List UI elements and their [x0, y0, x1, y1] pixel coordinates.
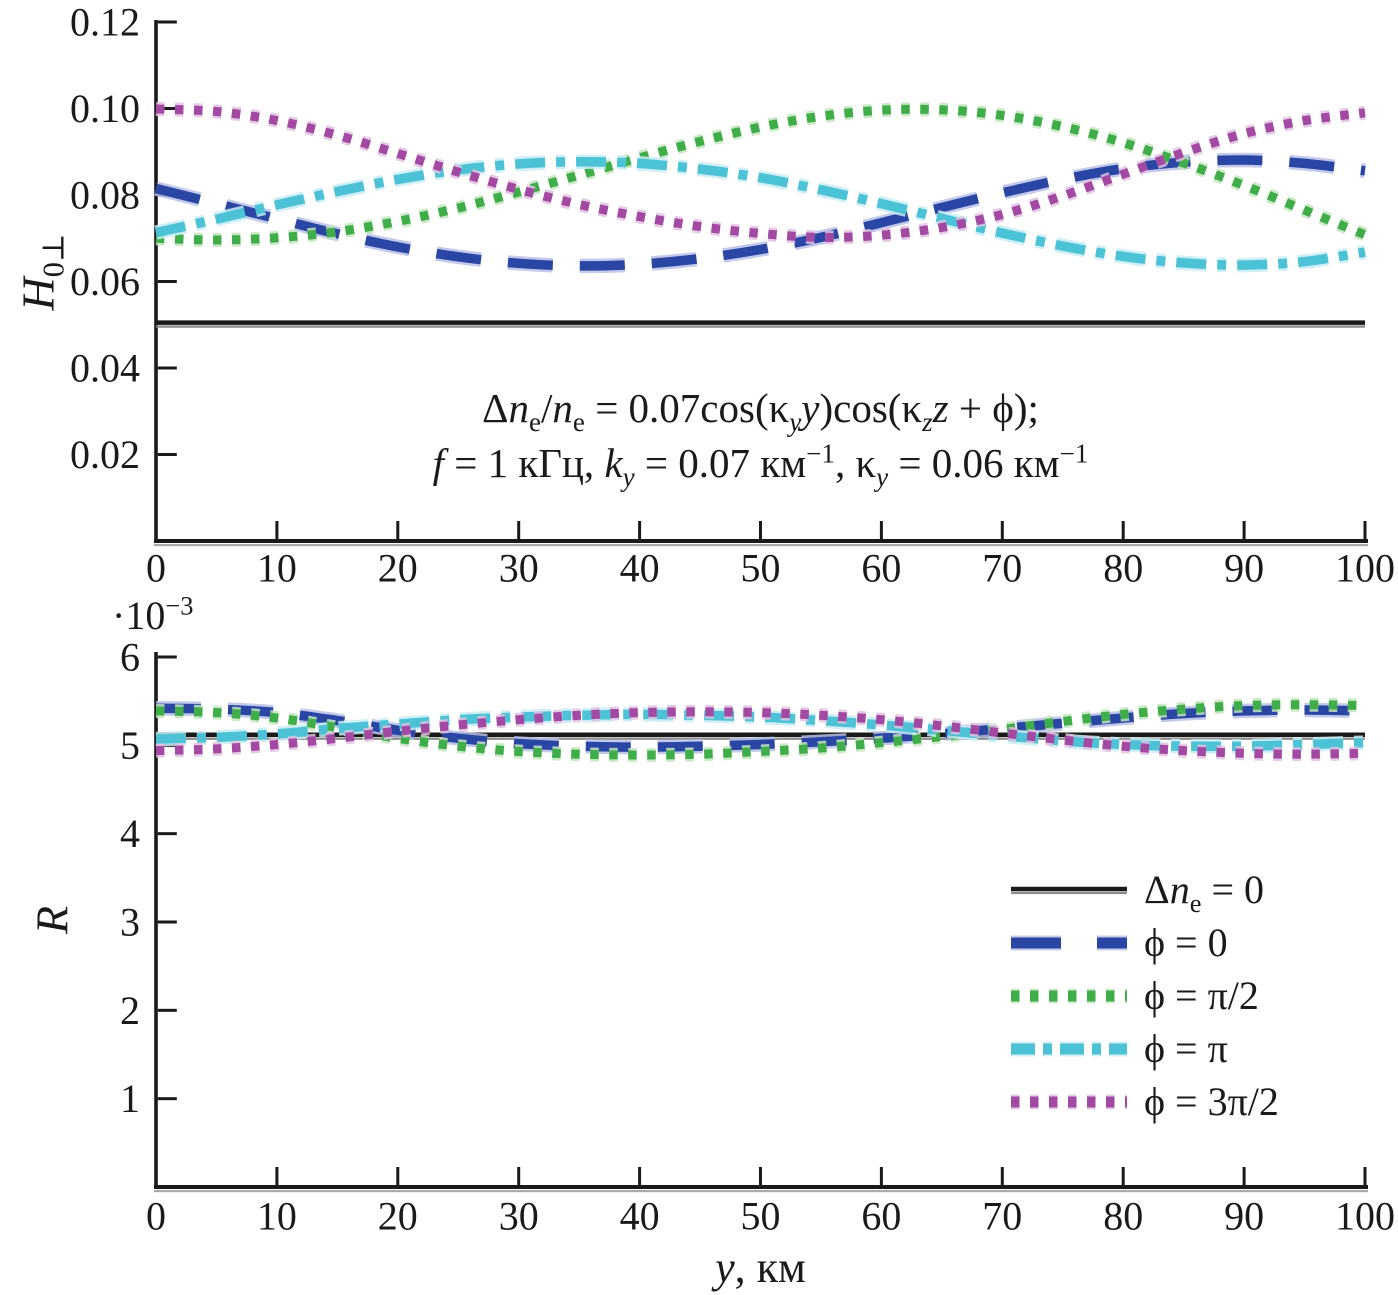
y-tick-label: 0.12 [70, 0, 140, 45]
x-tick [1122, 1167, 1125, 1185]
top-panel-ylabel: $H_{0\perp}$ [12, 233, 71, 311]
legend-item-phi_pi2 [1010, 969, 1279, 1022]
x-tick [759, 521, 762, 539]
legend-line-sample [1010, 1039, 1128, 1059]
x-tick [1001, 521, 1004, 539]
series-dn0 [156, 323, 1365, 327]
y-tick-label: 0.06 [70, 259, 140, 304]
y-tick [158, 656, 177, 659]
x-tick-label: 20 [377, 545, 418, 591]
y-tick-label: 0.04 [70, 345, 140, 391]
y-tick-label: 1 [120, 1076, 140, 1122]
x-tick-label: 100 [1335, 1193, 1395, 1239]
x-tick-label: 20 [377, 1193, 418, 1239]
x-ticks [146, 521, 1395, 591]
x-tick [275, 1167, 278, 1185]
legend-line-sample [1010, 880, 1128, 900]
x-tick [517, 521, 520, 539]
x-tick [396, 521, 399, 539]
x-tick [880, 521, 883, 539]
y-tick-label: 0.08 [70, 172, 140, 218]
legend-line-sample [1010, 986, 1128, 1006]
y-tick-label: 0.10 [70, 86, 140, 131]
y-tick [158, 1009, 177, 1012]
x-tick [517, 1167, 520, 1185]
x-tick [1364, 1167, 1367, 1185]
y-tick [158, 367, 177, 370]
annotation-line-1: $\Delta n_e/n_e = 0.07\cos(\kappa_yy)\cos(\kappa_zz + \phi)$; [482, 385, 1039, 438]
x-tick-label: 70 [982, 545, 1023, 591]
x-tick [1243, 1167, 1246, 1185]
x-tick-label: 80 [1103, 1193, 1144, 1239]
x-tick [759, 1167, 762, 1185]
legend-label: ϕ = π [1144, 1026, 1228, 1071]
x-tick [638, 1167, 641, 1185]
legend-item-phi_3pi2 [1010, 1075, 1279, 1128]
x-tick-label: 0 [146, 1193, 166, 1239]
y-tick-label: 4 [120, 811, 140, 857]
x-tick [1122, 521, 1125, 539]
panel-top [70, 0, 1395, 591]
legend-line-sample [1010, 1092, 1128, 1112]
x-tick-label: 50 [740, 1193, 781, 1239]
x-tick [638, 521, 641, 539]
x-tick-label: 70 [982, 1193, 1023, 1239]
y-tick-label: 3 [120, 899, 140, 945]
x-tick-label: 90 [1224, 1193, 1265, 1239]
x-axis-line [154, 539, 1368, 543]
y-tick-label: 6 [120, 634, 140, 680]
x-tick [275, 521, 278, 539]
y-tick [158, 832, 177, 835]
legend-item-phi0 [1010, 916, 1279, 969]
x-tick [1364, 521, 1367, 539]
legend-label: ϕ = π/2 [1144, 973, 1259, 1018]
y-tick [158, 921, 177, 924]
x-tick [1243, 521, 1246, 539]
x-tick [396, 1167, 399, 1185]
x-tick-label: 0 [146, 545, 166, 591]
y-tick-label: 5 [120, 722, 140, 768]
legend [1010, 863, 1279, 1128]
y-tick-label: 0.02 [70, 432, 140, 477]
x-tick-label: 10 [256, 545, 297, 591]
x-tick-label: 90 [1224, 545, 1265, 591]
x-tick-label: 100 [1335, 545, 1395, 591]
x-tick-label: 80 [1103, 545, 1144, 591]
x-ticks [146, 1167, 1395, 1239]
x-axis-label: y, км [715, 1243, 806, 1292]
legend-item-phi_pi [1010, 1022, 1279, 1075]
x-tick-label: 50 [740, 545, 781, 591]
x-axis-shadow [154, 1190, 1368, 1192]
x-tick [1001, 1167, 1004, 1185]
x-tick-label: 30 [498, 1193, 539, 1239]
x-tick-label: 10 [256, 1193, 297, 1239]
y-tick [158, 280, 177, 283]
y-tick-label: 2 [120, 987, 140, 1033]
y-scale-factor-label: $\cdot 10^{-3}$ [112, 590, 194, 638]
top-panel-annotation [156, 381, 1365, 491]
x-tick-label: 40 [619, 1193, 660, 1239]
x-axis-line [154, 1185, 1368, 1189]
x-tick-label: 60 [861, 1193, 902, 1239]
y-tick [158, 1097, 177, 1100]
x-tick-label: 30 [498, 545, 539, 591]
legend-label: ϕ = 3π/2 [1144, 1079, 1279, 1124]
legend-label: $\Delta n_e = 0$ [1144, 867, 1265, 918]
y-tick [158, 21, 177, 24]
legend-label: ϕ = 0 [1144, 920, 1228, 965]
x-tick [880, 1167, 883, 1185]
bottom-panel-ylabel: R [26, 905, 78, 935]
legend-line-sample [1010, 933, 1128, 953]
x-tick-label: 60 [861, 545, 902, 591]
annotation-line-2: f = 1 кГц, $k_y = 0.07$ $км^{-1}$, $\kappa_y = 0.06$ $км^{-1}$ [432, 438, 1089, 493]
x-tick-label: 40 [619, 545, 660, 591]
legend-item-dn0 [1010, 863, 1279, 916]
